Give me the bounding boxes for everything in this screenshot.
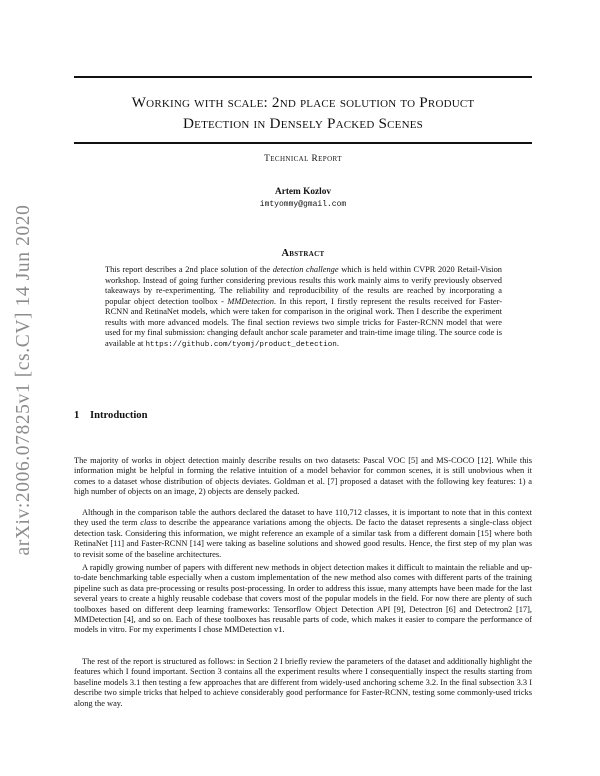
intro-paragraph-4: The rest of the report is structured as follows: in Section 2 I briefly review the parameters of the dataset and additionally highlight the features which I found important. Section 3 contains all the experiment results where I consequentially inspect the results starting from baseline models 3.1 then testing a few approaches that are different from widely-used anchoring scheme 3.2. In the final subsection 3.3 I describe two simple tricks that helped to achieve considerably good performance for Faster-RCNN, testing some commonly-used tricks along the way. bbox=[74, 657, 532, 708]
intro-paragraph-1: The majority of works in object detection mainly describe results on two datasets: Pascal VOC [5] and MS-COCO [12]. While this information might be helpful in forming the relative intuition of a model behavior for common scenes, it is still unobvious when it comes to a dataset whose distribution of objects deviates. Goldman et al. [7] proposed a dataset with the following key features: 1) a high number of objects on an image, 2) objects are densely packed. bbox=[74, 456, 532, 497]
section-number: 1 bbox=[74, 410, 80, 421]
arxiv-identifier[interactable]: arXiv:2006.07825v1 [cs.CV] 14 Jun 2020 bbox=[13, 204, 34, 556]
section-heading-introduction bbox=[74, 410, 148, 421]
title-line-1: Working with scale: 2nd place solution to Product bbox=[131, 94, 475, 111]
report-type: Technical Report bbox=[264, 154, 342, 164]
paragraph-text-part: Although in the comparison table the authors declared the dataset to have 110,712 classes, it is important to note that in this context they used the term bbox=[74, 508, 532, 528]
title-bottom-rule bbox=[74, 142, 532, 144]
author-email[interactable]: imtyommy@gmail.com bbox=[259, 200, 347, 209]
paragraph-emphasis: class bbox=[140, 518, 158, 528]
paper-title bbox=[74, 92, 532, 134]
abstract-text bbox=[105, 265, 502, 350]
intro-paragraph-3: A rapidly growing number of papers with different new methods in object detection makes it difficult to maintain the reliable and up-to-date benchmarking table especially when a custom implementation of the new method also comes with different parts of the training pipeline such as data pre-processing or results post-processing. In order to address this issue, many attempts have been made for the last several years to create a highly reusable codebase that covers most of the popular models in the field. For now there are plenty of such toolboxes based on different deep learning frameworks: Tensorflow Object Detection API [9], Detectron [6] and Detectron2 [17], MMDetection [4], and so on. Each of these toolboxes has reusable parts of code, which makes it easier to compare the performance of models in vitro. For my experiments I chose MMDetection v1. bbox=[74, 563, 532, 635]
paragraph-text-part: to describe the appearance variations among the objects. De facto the dataset represents a single-class object detection task. Considering this information, we might reference an example of a similar task from a different domain [15] where both RetinaNet [11] and Faster-RCNN [14] were taking as baseline solutions and showed good results. Hence, the first step of my plan was to revisit some of the baseline architectures. bbox=[74, 518, 532, 559]
abstract-emphasis: detection challenge bbox=[272, 265, 339, 274]
source-code-link[interactable]: https://github.com/tyomj/product_detection bbox=[145, 340, 337, 349]
author-name: Artem Kozlov bbox=[274, 187, 332, 197]
abstract-text-part: . In this report, I firstly represent the results received for Faster-RCNN and RetinaNet models, which were taken for comparison in the original work. Then I describe the experiment results with more advanced models. The final section reviews two simple tricks for Faster-RCNN model that were used for my final submission: changing default anchor scale parameter and train-time image tiling. The source code is available at bbox=[105, 296, 502, 348]
abstract-heading: Abstract bbox=[281, 248, 325, 259]
abstract-text-part: which is held within CVPR 2020 Retail-Vision workshop. Instead of going further considering previous results this work mainly aims to verify previously observed takeaways by re-experimenting. The reliability and reproducibility of the results are reached by incorporating a popular object detection toolbox - bbox=[105, 265, 502, 306]
abstract-text-part: This report describes a 2nd place solution of the bbox=[105, 265, 273, 274]
section-title: Introduction bbox=[90, 410, 148, 421]
title-top-rule bbox=[74, 76, 532, 78]
abstract-emphasis: MMDetection bbox=[227, 296, 274, 306]
title-line-2: Detection in Densely Packed Scenes bbox=[183, 115, 423, 132]
abstract-text-part: . bbox=[336, 338, 339, 348]
intro-paragraph-2 bbox=[74, 508, 532, 560]
